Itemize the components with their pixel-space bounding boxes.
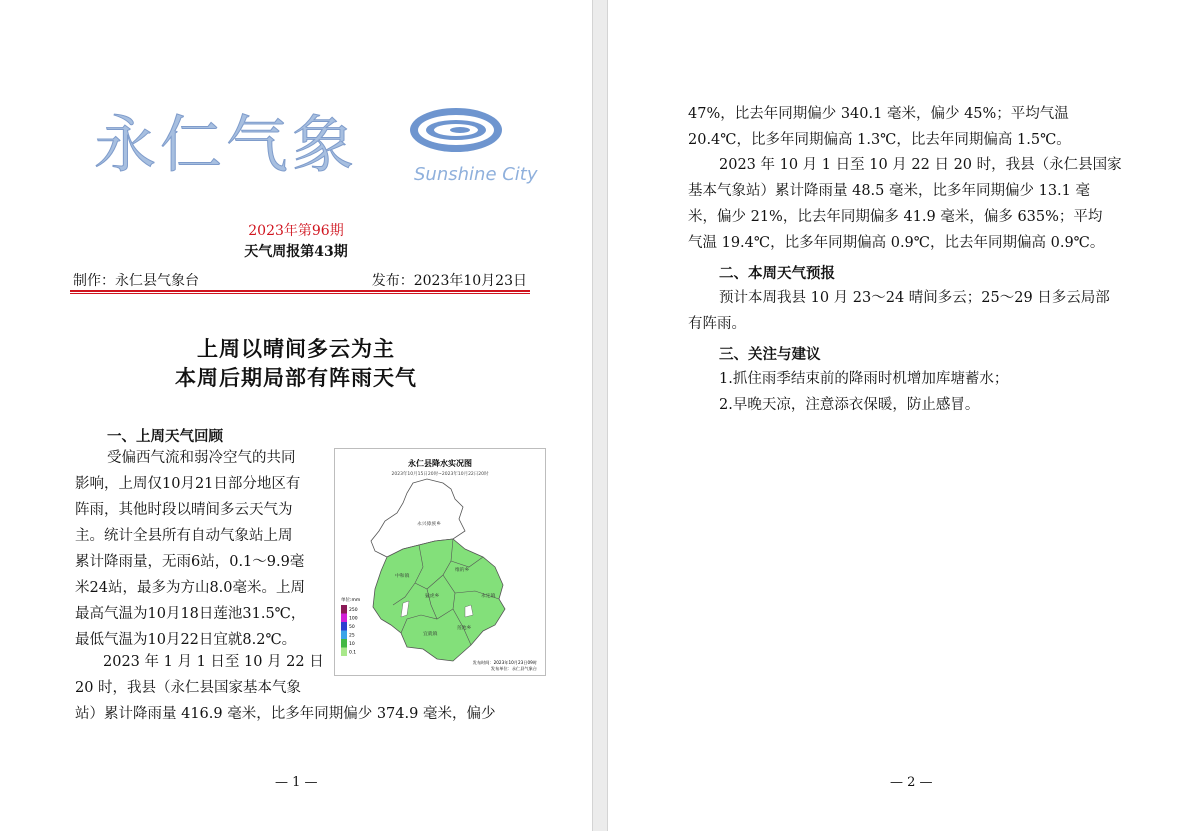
page-number: — 1 — <box>275 775 318 790</box>
masthead-logo <box>90 100 540 190</box>
paragraph-line: 47%，比去年同期偏少 340.1 毫米，偏少 45%；平均气温 <box>688 106 1069 122</box>
legend-title: 单位:mm <box>341 598 361 603</box>
map-caption-unit: 发布单位：永仁县气象台 <box>490 666 537 671</box>
producer-text: 制作：永仁县气象台 <box>73 273 199 289</box>
paragraph-line: 20.4℃，比多年同期偏高 1.3℃，比去年同期偏高 1.5℃。 <box>688 132 1071 148</box>
paragraph-line: 20 时，我县（永仁县国家基本气象 <box>75 680 302 696</box>
paragraph-line: 预计本周我县 10 月 23～24 晴间多云；25～29 日多云局部 <box>719 290 1110 306</box>
region-label: 永定镇 <box>481 594 496 599</box>
paragraph-line: 2023 年 1 月 1 日至 10 月 22 日 <box>103 654 324 670</box>
weekly-report-number: 天气周报第43期 <box>244 244 348 260</box>
document-page-1 <box>0 0 592 831</box>
headline-line-1: 上周以晴间多云为主 <box>197 336 395 361</box>
map-caption-time: 发布时间：2023年10月23日09时 <box>472 660 537 665</box>
region-label: 永兴傣族乡 <box>417 522 441 527</box>
release-date-text: 发布：2023年10月23日 <box>371 273 527 289</box>
page-gutter <box>592 0 608 831</box>
paragraph-line: 气温 19.4℃，比多年同期偏高 0.9℃，比去年同期偏高 0.9℃。 <box>688 235 1105 251</box>
document-page-2 <box>608 0 1198 831</box>
paragraph-line: 阵雨，其他时段以晴间多云天气为 <box>75 502 293 518</box>
map-title: 永仁县降水实况图 <box>408 459 472 468</box>
paragraph-line: 影响，上周仅10月21日部分地区有 <box>75 476 301 492</box>
map-region-south <box>373 539 505 661</box>
map-legend <box>341 596 360 656</box>
paragraph-line: 米24站，最多为方山8.0毫米。上周 <box>75 580 306 596</box>
paragraph-line: 最高气温为10月18日莲池31.5℃， <box>75 606 306 622</box>
legend-value: 0.1 <box>349 650 357 656</box>
region-label: 中和镇 <box>395 574 410 579</box>
paragraph-line: 有阵雨。 <box>688 316 746 332</box>
paragraph-line: 2023 年 10 月 1 日至 10 月 22 日 20 时，我县（永仁县国家 <box>719 157 1122 173</box>
paragraph-line: 受偏西气流和弱冷空气的共同 <box>107 450 296 466</box>
paragraph-line: 米，偏少 21%，比去年同期偏多 41.9 毫米，偏多 635%；平均 <box>688 209 1103 225</box>
cloud-logo-icon <box>410 108 502 152</box>
legend-value: 50 <box>349 625 355 630</box>
region-label: 维的乡 <box>455 568 470 573</box>
region-label: 宜就镇 <box>423 632 438 637</box>
brand-text: Sunshine City <box>414 164 538 185</box>
advice-line: 1.抓住雨季结束前的降雨时机增加库塘蓄水； <box>719 371 1009 387</box>
red-divider <box>70 290 530 292</box>
region-label: 猛虎乡 <box>425 594 440 599</box>
headline-line-2: 本周后期局部有阵雨天气 <box>175 365 417 390</box>
paragraph-line: 主。统计全县所有自动气象站上周 <box>75 528 293 544</box>
paragraph-line: 最低气温为10月22日宜就8.2℃。 <box>75 632 297 648</box>
paragraph-line: 基本气象站）累计降雨量 48.5 毫米，比多年同期偏少 13.1 毫 <box>688 183 1091 199</box>
section-heading-review: 一、上周天气回顾 <box>107 429 223 445</box>
issue-number: 2023年第96期 <box>248 223 344 239</box>
page-number: — 2 — <box>890 775 933 790</box>
logo-text: 永仁气象 <box>94 108 359 181</box>
advice-line: 2.早晚天凉，注意添衣保暖，防止感冒。 <box>719 397 980 413</box>
red-divider-thin <box>70 293 530 294</box>
paragraph-line: 累计降雨量，无雨6站，0.1～9.9毫 <box>75 554 305 570</box>
info-row <box>73 270 527 290</box>
legend-value: 100 <box>349 616 358 622</box>
section-heading-advice: 三、关注与建议 <box>719 347 821 363</box>
precipitation-map <box>334 448 546 676</box>
legend-value: 10 <box>349 642 355 647</box>
region-label: 莲池乡 <box>457 626 472 631</box>
paragraph-line: 站）累计降雨量 416.9 毫米，比多年同期偏少 374.9 毫米，偏少 <box>75 706 496 722</box>
legend-value: 250 <box>349 608 358 613</box>
legend-value: 25 <box>349 633 355 639</box>
map-subtitle: 2023年10月15日20时~2023年10月22日20时 <box>391 472 489 477</box>
section-heading-forecast: 二、本周天气预报 <box>719 266 835 282</box>
